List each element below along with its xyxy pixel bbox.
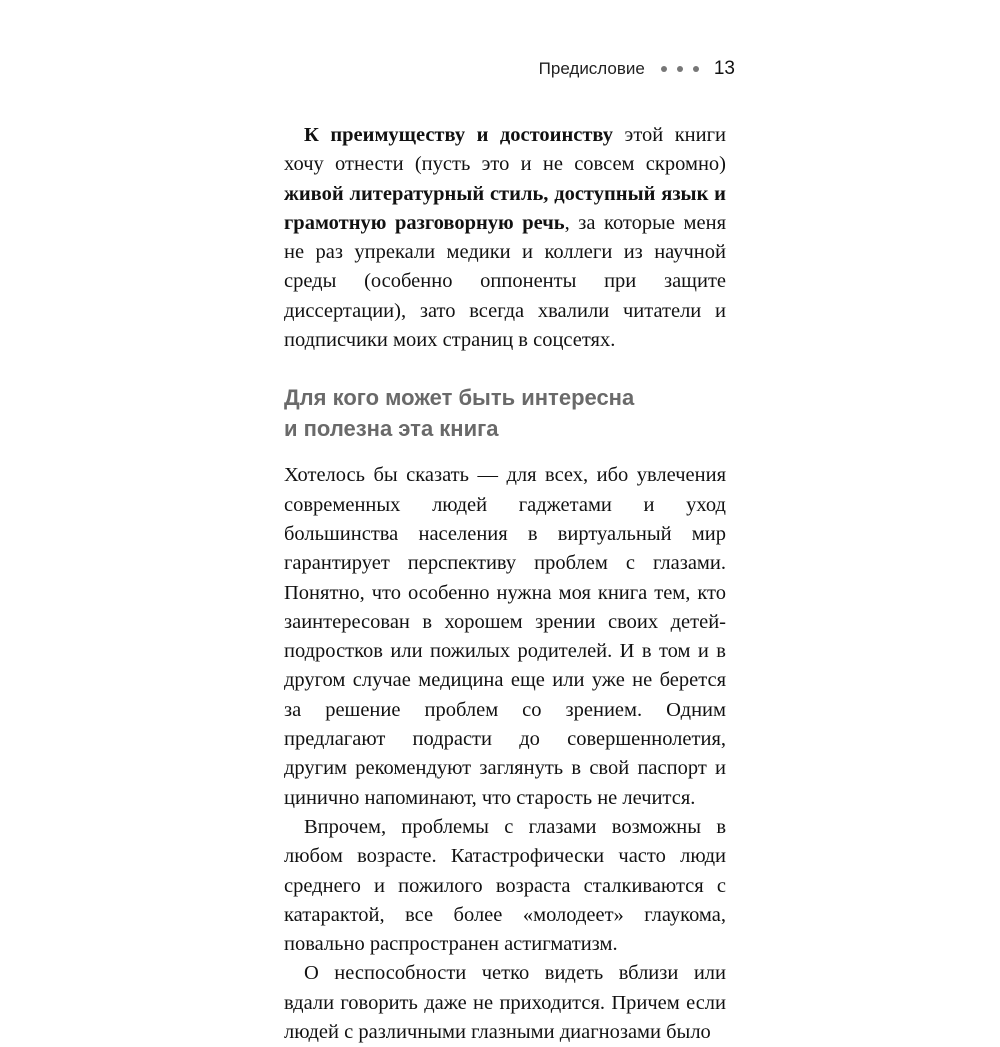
intro-text-1: этой книги хочу отнести (пусть это и не совсем скромно) (284, 124, 726, 176)
body-paragraph-3: О неспособности четко видеть вблизи или вдали говорить даже не приходится. Причем если людей с различными глазными диагнозами было (284, 962, 726, 1044)
section-heading-line-2: и полезна эта книга (284, 416, 499, 442)
intro-paragraph (284, 121, 726, 355)
separator-dots-icon (656, 66, 704, 72)
body-paragraph-2: Впрочем, проблемы с глазами возможны в любом возрасте. Катастрофически часто люди среднего и пожилого возраста сталкиваются с катарактой, все более «молодеет» глаукома, повально распространен астигматизм. (284, 815, 726, 956)
intro-bold-2: живой литературный стиль, доступный язык и грамотную разговорную речь (284, 182, 726, 234)
page-number: 13 (713, 58, 735, 79)
dot-icon (677, 66, 683, 72)
section-heading (284, 382, 726, 444)
intro-text-2: , за которые меня не раз упрекали медики и коллеги из научной среды (особенно оппоненты при защите диссертации), зато всегда хвалили читатели и подписчики моих страниц в соцсетях. (284, 211, 726, 352)
page-body (284, 121, 726, 1047)
dot-icon (661, 66, 667, 72)
running-head-title: Предисловие (538, 59, 645, 78)
running-head (539, 58, 735, 80)
intro-bold-1: К преимуществу и достоинству (304, 124, 614, 146)
section-heading-line-1: Для кого может быть интересна (284, 385, 635, 411)
body-paragraph-1: Хотелось бы сказать — для всех, ибо увлечения современных людей гаджетами и уход большинства населения в виртуальный мир гарантирует перспективу проблем с глазами. Понятно, что особенно нужна моя книга тем, кто заинтересован в хорошем зрении своих детей-подростков или пожилых родителей. И в том и в другом случае медицина еще или уже не берется за решение проблем со зрением. Одним предлагают подрасти до совершеннолетия, другим рекомендуют заглянуть в свой паспорт и цинично напоминают, что старость не лечится. (284, 464, 726, 809)
dot-icon (693, 66, 699, 72)
